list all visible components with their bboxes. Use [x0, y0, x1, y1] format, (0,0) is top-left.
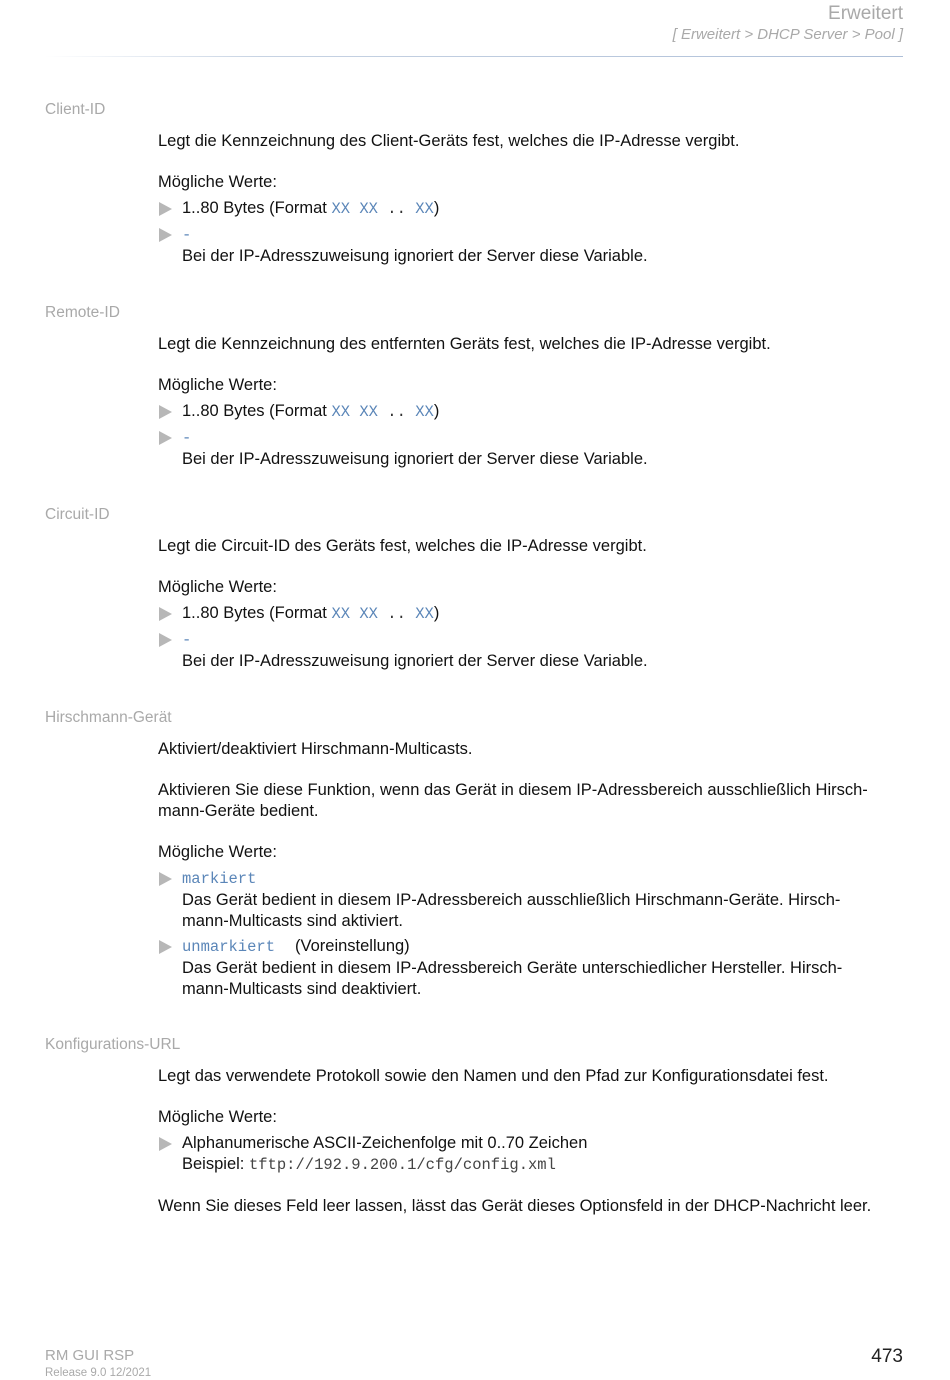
possible-values-heading: Mögliche Werte:: [158, 376, 277, 394]
breadcrumb: [ Erweitert > DHCP Server > Pool ]: [672, 26, 903, 43]
bullet-arrow-icon: [159, 405, 172, 419]
section-description: Legt die Kennzeichnung des Client-Geräts fest, welches die IP-Adresse vergibt.: [158, 132, 740, 150]
option-value: -: [182, 429, 192, 447]
bullet-arrow-icon: [159, 202, 172, 216]
option-description: Bei der IP-Adresszuweisung ignoriert der Server diese Variable.: [182, 247, 648, 265]
header-divider: [45, 56, 903, 57]
option-item: [158, 629, 906, 672]
option-item: [158, 224, 906, 267]
section-note: Wenn Sie dieses Feld leer lassen, lässt das Gerät dieses Optionsfeld in der DHCP-Nachricht leer.: [158, 1197, 872, 1215]
section-description: Aktiviert/deaktiviert Hirschmann-Multicasts.: [158, 740, 473, 758]
section-note: Aktivieren Sie diese Funktion, wenn das Gerät in diesem IP-Adressbereich ausschließlich Hirsch- mann-Geräte bedient.: [158, 781, 868, 820]
possible-values-heading: Mögliche Werte:: [158, 578, 277, 596]
section-description: Legt die Circuit-ID des Geräts fest, welches die IP-Adresse vergibt.: [158, 537, 647, 555]
example-label: Beispiel:: [182, 1155, 249, 1173]
bullet-arrow-icon: [159, 607, 172, 621]
section-label: Hirschmann-Gerät: [45, 709, 172, 726]
option-item: [158, 427, 906, 470]
page-number: 473: [871, 1346, 903, 1367]
option-description: Bei der IP-Adresszuweisung ignoriert der Server diese Variable.: [182, 450, 648, 468]
footer-release: Release 9.0 12/2021: [45, 1367, 152, 1379]
format-code: XX XX: [331, 403, 378, 421]
option-description: Das Gerät bedient in diesem IP-Adressbereich Geräte unterschiedlicher Hersteller. Hirsch-: [182, 959, 843, 977]
option-description: Das Gerät bedient in diesem IP-Adressbereich ausschließlich Hirschmann-Geräte. Hirsch-: [182, 891, 841, 909]
section-description: Legt das verwendete Protokoll sowie den Namen und den Pfad zur Konfigurationsdatei fest.: [158, 1067, 829, 1085]
possible-values-heading: Mögliche Werte:: [158, 173, 277, 191]
option-item: [158, 1133, 906, 1176]
option-value: markiert: [182, 870, 257, 888]
bullet-arrow-icon: [159, 228, 172, 242]
bullet-arrow-icon: [159, 872, 172, 886]
bullet-arrow-icon: [159, 940, 172, 954]
format-code: XX XX: [331, 605, 378, 623]
option-description: mann-Multicasts sind deaktiviert.: [182, 980, 422, 998]
possible-values-heading: Mögliche Werte:: [158, 843, 277, 861]
option-item: [158, 936, 906, 1000]
format-code: XX: [415, 403, 434, 421]
option-value: -: [182, 226, 192, 244]
footer-doc-name: RM GUI RSP: [45, 1347, 135, 1364]
option-item: [158, 868, 906, 932]
bullet-arrow-icon: [159, 1137, 172, 1151]
page-header-title: Erweitert: [828, 3, 903, 24]
option-description: Bei der IP-Adresszuweisung ignoriert der Server diese Variable.: [182, 652, 648, 670]
option-description: mann-Multicasts sind aktiviert.: [182, 912, 403, 930]
option-value: -: [182, 631, 192, 649]
bullet-arrow-icon: [159, 633, 172, 647]
format-code: XX: [415, 200, 434, 218]
option-item: 1..80 Bytes (Format XX XX .. XX): [158, 401, 906, 423]
section-label: Circuit-ID: [45, 506, 110, 523]
possible-values-heading: Mögliche Werte:: [158, 1108, 277, 1126]
example-value: tftp://192.9.200.1/cfg/config.xml: [248, 1156, 556, 1174]
section-label: Remote-ID: [45, 304, 120, 321]
bullet-arrow-icon: [159, 431, 172, 445]
option-item: 1..80 Bytes (Format XX XX .. XX): [158, 603, 906, 625]
option-description: Alphanumerische ASCII-Zeichenfolge mit 0..70 Zeichen: [182, 1134, 588, 1152]
option-value: unmarkiert: [182, 938, 276, 956]
format-code: XX XX: [331, 200, 378, 218]
section-description: Legt die Kennzeichnung des entfernten Geräts fest, welches die IP-Adresse vergibt.: [158, 335, 771, 353]
section-label: Konfigurations-URL: [45, 1036, 181, 1053]
default-marker: (Voreinstellung): [295, 937, 410, 955]
format-code: XX: [415, 605, 434, 623]
option-item: 1..80 Bytes (Format XX XX .. XX): [158, 198, 906, 220]
section-label: Client-ID: [45, 101, 106, 118]
